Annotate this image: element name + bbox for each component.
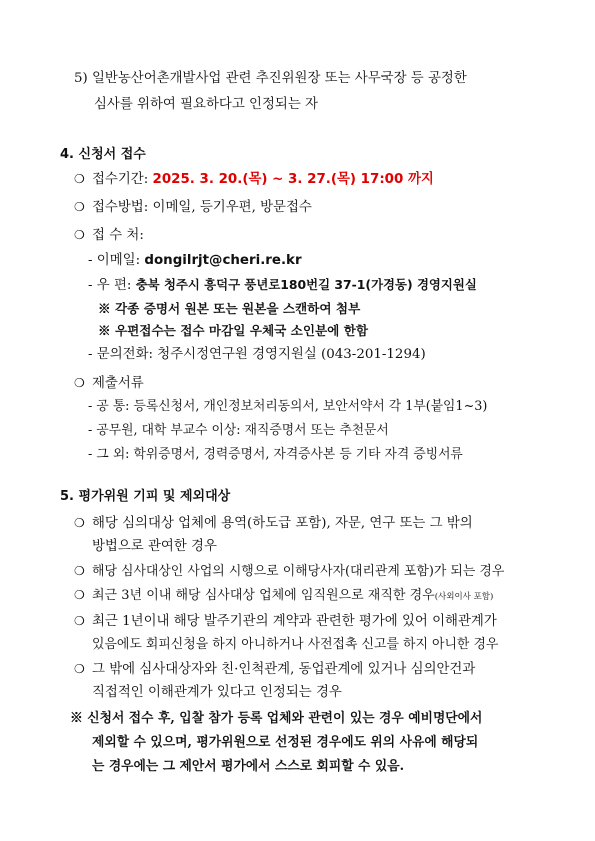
receipt-place-label: 접 수 처: [92, 228, 144, 243]
intro-item5-line1: 5) 일반농산어촌개발사업 관련 추진위원장 또는 사무국장 등 공정한 [74, 71, 467, 86]
section5-title: 5. 평가위원 기피 및 제외대상 [60, 489, 231, 504]
exclusion-item-1 [74, 514, 473, 533]
exclusion-item-1-line1: 해당 심의대상 업체에 용역(하도급 포함), 자문, 연구 또는 그 밖의 [92, 516, 473, 531]
exclusion-item-3-note: (사외이사 포함) [434, 592, 494, 602]
exclusion-item-4-line1: 최근 1년이내 해당 발주기관의 계약과 관련한 평가에 있어 이해관계가 [92, 614, 497, 629]
bullet-icon: ❍ [74, 228, 85, 242]
exclusion-item-2-text: 해당 심사대상인 사업의 시행으로 이해당사자(대리관계 포함)가 되는 경우 [92, 564, 505, 579]
exclusion-item-1-line2: 방법으로 관여한 경우 [92, 539, 217, 554]
receipt-post [88, 276, 477, 295]
exclusion-item-3 [74, 586, 493, 606]
receipt-method [74, 198, 312, 217]
final-note-line2: 제외할 수 있으며, 평가위원으로 선정된 경우에도 위의 사유에 해당되 [92, 735, 479, 750]
bullet-icon: ❍ [74, 614, 85, 628]
receipt-period-label: 접수기간: [92, 172, 149, 187]
exclusion-item-5 [74, 660, 475, 679]
bullet-icon: ❍ [74, 588, 85, 602]
email-label: - 이메일: [88, 253, 141, 268]
exclusion-item-3-text: 최근 3년 이내 해당 심사대상 업체에 임직원으로 재직한 경우 [92, 588, 435, 603]
post-value: 충북 청주시 흥덕구 풍년로180번길 37-1(가경동) 경영지원실 [135, 277, 477, 292]
receipt-period-value: 2025. 3. 20.(목) ~ 3. 27.(목) 17:00 까지 [152, 172, 434, 187]
bullet-icon: ❍ [74, 516, 85, 530]
final-note-line3: 는 경우에는 그 제안서 평가에서 스스로 회피할 수 있음. [92, 759, 405, 774]
bullet-icon: ❍ [74, 172, 85, 186]
exclusion-item-4-line2: 있음에도 회피신청을 하지 아니하거나 사전접촉 신고를 하지 아니한 경우 [92, 637, 499, 652]
exclusion-item-4 [74, 612, 497, 631]
email-value: dongilrjt@cheri.re.kr [144, 253, 302, 268]
receipt-place [74, 226, 144, 245]
section4-title: 4. 신청서 접수 [60, 147, 146, 162]
receipt-period [74, 170, 434, 189]
exclusion-item-5-line2: 직접적인 이해관계가 있다고 인정되는 경우 [92, 685, 342, 700]
docs-common: - 공 통: 등록신청서, 개인정보처리동의서, 보안서약서 각 1부(붙임1~3) [88, 399, 488, 414]
note-postmark: ※ 우편접수는 접수 마감일 우체국 소인분에 한함 [98, 323, 369, 338]
submission-docs-label: 제출서류 [92, 376, 144, 391]
bullet-icon: ❍ [74, 662, 85, 676]
final-note-line1: ※ 신청서 접수 후, 입찰 참가 등록 업체와 관련이 있는 경우 예비명단에서 [70, 711, 483, 726]
receipt-email [88, 252, 302, 270]
exclusion-item-5-line1: 그 밖에 심사대상자와 친·인척관계, 동업관계에 있거나 심의안건과 [92, 662, 476, 677]
docs-public: - 공무원, 대학 부교수 이상: 재직증명서 또는 추천문서 [88, 423, 389, 438]
receipt-method-text: 접수방법: 이메일, 등기우편, 방문접수 [92, 200, 312, 215]
intro-item5-line2: 심사를 위하여 필요하다고 인정되는 자 [94, 97, 318, 112]
post-label: - 우 편: [88, 278, 132, 293]
submission-docs [74, 374, 144, 393]
note-scan-originals: ※ 각종 증명서 원본 또는 원본을 스캔하여 첨부 [98, 301, 361, 316]
docs-other: - 그 외: 학위증명서, 경력증명서, 자격증사본 등 기타 자격 증빙서류 [88, 447, 463, 462]
bullet-icon: ❍ [74, 376, 85, 390]
exclusion-item-2 [74, 562, 504, 581]
bullet-icon: ❍ [74, 564, 85, 578]
contact-phone: - 문의전화: 청주시정연구원 경영지원실 (043-201-1294) [88, 347, 426, 362]
bullet-icon: ❍ [74, 200, 85, 214]
